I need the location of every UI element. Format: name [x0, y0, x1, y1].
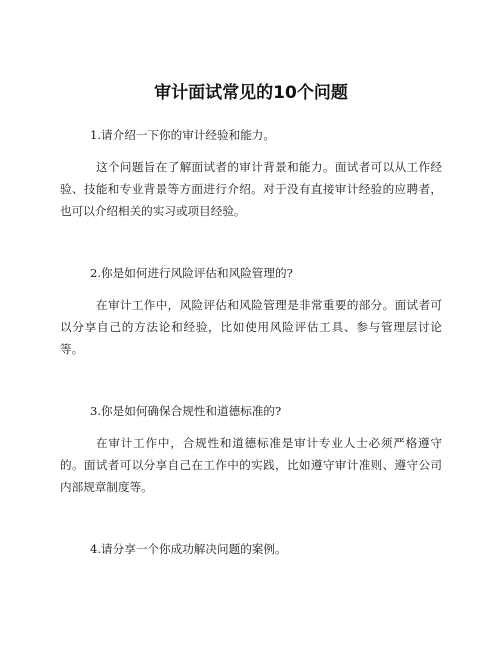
- question-4: 4.请分享一个你成功解决问题的案例。: [90, 542, 287, 556]
- answer-2: 在审计工作中，风险评估和风险管理是非常重要的部分。面试者可以分享自己的方法论和经验，比如使用风险评估工具、参与管理层讨论等。: [60, 298, 442, 356]
- answer-1: 这个问题旨在了解面试者的审计背景和能力。面试者可以从工作经验、技能和专业背景等方面进行介绍。对于没有直接审计经验的应聘者，也可以介绍相关的实习或项目经验。: [60, 160, 442, 218]
- question-1: 1.请介绍一下你的审计经验和能力。: [90, 128, 275, 142]
- page-title: 审计面试常见的10个问题: [154, 83, 348, 103]
- question-2: 2.你是如何进行风险评估和风险管理的?: [90, 266, 293, 280]
- question-3: 3.你是如何确保合规性和道德标准的?: [90, 404, 282, 418]
- answer-3: 在审计工作中，合规性和道德标准是审计专业人士必须严格遵守的。面试者可以分享自己在工作中的实践，比如遵守审计准则、遵守公司内部规章制度等。: [60, 436, 442, 494]
